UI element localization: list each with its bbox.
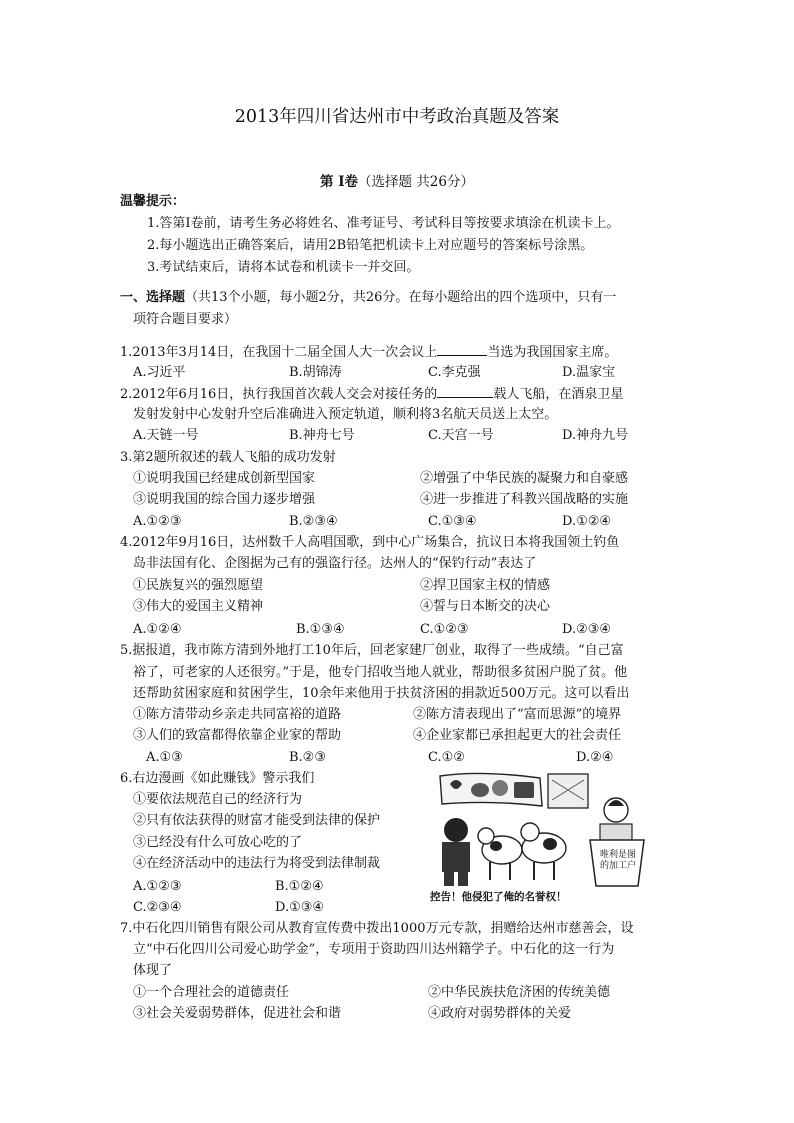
question-2-text-a: 2.2012年6月16日，执行我国首次载人交会对接任务的 bbox=[120, 387, 438, 402]
statement: ③说明我国的综合国力逐步增强 bbox=[133, 492, 316, 507]
section-label: 一、选择题 bbox=[120, 290, 186, 305]
option: B.①②④ bbox=[275, 879, 324, 894]
statement: ④企业家都已承担起更大的社会责任 bbox=[413, 728, 622, 743]
section-heading bbox=[120, 288, 616, 308]
statement: ②增强了中华民族的凝聚力和自豪感 bbox=[420, 471, 629, 486]
option: B.①③④ bbox=[296, 622, 345, 637]
document-title: 2013年四川省达州市中考政治真题及答案 bbox=[234, 107, 560, 127]
statement: ③社会关爱弱势群体，促进社会和谐 bbox=[133, 1006, 342, 1021]
option: C.①③④ bbox=[428, 514, 477, 529]
option: A.①②③ bbox=[133, 514, 182, 529]
option: A.①③ bbox=[146, 750, 183, 765]
statement: ②捍卫国家主权的情感 bbox=[420, 578, 551, 593]
statement: ②中华民族扶危济困的传统美德 bbox=[428, 985, 611, 1000]
part-heading-rest: （选择题 共26分） bbox=[358, 174, 474, 190]
question-2-text-b: 载人飞船，在酒泉卫星 bbox=[493, 387, 624, 402]
section-desc: （共13个小题，每小题2分，共26分。在每小题给出的四个选项中，只有一 bbox=[185, 290, 617, 305]
answer-blank bbox=[437, 342, 487, 356]
option: C.②③④ bbox=[133, 900, 182, 915]
option: D.神舟九号 bbox=[562, 428, 629, 443]
option: B.②③④ bbox=[289, 514, 338, 529]
statement: ①民族复兴的强烈愿望 bbox=[133, 578, 264, 593]
tip-item: 3.考试结束后，请将本试卷和机读卡一并交回。 bbox=[147, 260, 420, 275]
tips-heading: 温馨提示： bbox=[120, 194, 186, 209]
question-2-line2: 发射发射中心发射升空后准确进入预定轨道，顺利将3名航天员送上太空。 bbox=[133, 407, 558, 422]
statement: ②陈方清表现出了“富而思源”的境界 bbox=[413, 707, 622, 722]
question-5-line3: 还帮助贫困家庭和贫困学生，10余年来他用于扶贫济困的捐款近500万元。这可以看出 bbox=[133, 686, 630, 701]
option: D.②③④ bbox=[562, 622, 612, 637]
statement: ①说明我国已经建成创新型国家 bbox=[133, 471, 316, 486]
option: C.李克强 bbox=[428, 365, 481, 380]
statement: ②只有依法获得的财富才能受到法律的保护 bbox=[133, 813, 381, 828]
cartoon-illustration bbox=[420, 770, 652, 906]
cartoon-caption: 控告！他侵犯了俺的名誉权！ bbox=[430, 891, 567, 903]
option: C.①②③ bbox=[420, 622, 469, 637]
question-1-stem bbox=[120, 342, 617, 363]
statement: ④进一步推进了科教兴国战略的实施 bbox=[420, 492, 629, 507]
cartoon-sign: 唯利是图的加工户 bbox=[600, 850, 637, 871]
cartoon-drawing bbox=[420, 770, 652, 906]
question-7-line2: 立“中石化四川公司爱心助学金”，专项用于资助四川达州籍学子。中石化的这一行为 bbox=[133, 942, 615, 957]
answer-blank bbox=[437, 384, 493, 398]
question-2-stem bbox=[120, 384, 623, 405]
option: D.温家宝 bbox=[562, 365, 616, 380]
option: D.①②④ bbox=[562, 514, 612, 529]
question-7-line3: 体现了 bbox=[133, 963, 173, 978]
question-5-line1: 5.据报道，我市陈方清到外地打工10年后，回老家建厂创业，取得了一些成绩。“自己富 bbox=[120, 643, 624, 658]
question-3-stem: 3.第2题所叙述的载人飞船的成功发射 bbox=[120, 450, 336, 465]
option: B.神舟七号 bbox=[289, 428, 355, 443]
section-desc-line2: 项符合题目要求） bbox=[133, 312, 238, 327]
question-4-line1: 4.2012年9月16日，达州数千人高唱国歌，到中心广场集合，抗议日本将我国领土钓鱼 bbox=[120, 535, 620, 550]
statement: ④在经济活动中的违法行为将受到法律制裁 bbox=[133, 856, 381, 871]
part-heading-bold: 第 I卷 bbox=[320, 174, 359, 190]
option: B.②③ bbox=[289, 750, 326, 765]
option: A.①②③ bbox=[133, 879, 182, 894]
question-7-line1: 7.中石化四川销售有限公司从教育宣传费中拨出1000万元专款，捐赠给达州市慈善会，设 bbox=[120, 921, 634, 936]
statement: ①一个合理社会的道德责任 bbox=[133, 985, 290, 1000]
question-1-text-a: 1.2013年3月14日，在我国十二届全国人大一次会议上 bbox=[120, 345, 438, 360]
statement: ③伟大的爱国主义精神 bbox=[133, 599, 264, 614]
question-5-line2: 裕了，可老家的人还很穷。”于是，他专门招收当地人就业，帮助很多贫困户脱了贫。他 bbox=[133, 665, 628, 680]
option: D.①③④ bbox=[275, 900, 325, 915]
statement: ③人们的致富都得依靠企业家的帮助 bbox=[133, 728, 342, 743]
statement: ④政府对弱势群体的关爱 bbox=[428, 1006, 572, 1021]
question-6-stem: 6.右边漫画《如此赚钱》警示我们 bbox=[120, 771, 315, 786]
option: B.胡锦涛 bbox=[289, 365, 342, 380]
tip-item: 1.答第Ⅰ卷前，请考生务必将姓名、准考证号、考试科目等按要求填涂在机读卡上。 bbox=[147, 216, 620, 231]
option: C.天宫一号 bbox=[428, 428, 494, 443]
option: A.①②④ bbox=[133, 622, 182, 637]
statement: ①要依法规范自己的经济行为 bbox=[133, 792, 303, 807]
option: A.天链一号 bbox=[133, 428, 199, 443]
statement: ③已经没有什么可放心吃的了 bbox=[133, 835, 303, 850]
statement: ④誓与日本断交的决心 bbox=[420, 599, 551, 614]
question-4-line2: 岛非法国有化、企图据为己有的强盗行径。达州人的“保钓行动”表达了 bbox=[133, 556, 537, 571]
option: A.习近平 bbox=[133, 365, 186, 380]
part-heading bbox=[0, 172, 794, 192]
statement: ①陈方清带动乡亲走共同富裕的道路 bbox=[133, 707, 342, 722]
tip-item: 2.每小题选出正确答案后，请用2B铅笔把机读卡上对应题号的答案标号涂黑。 bbox=[147, 238, 594, 253]
option: C.①② bbox=[428, 750, 465, 765]
question-1-text-b: 当选为我国国家主席。 bbox=[487, 345, 618, 360]
option: D.②④ bbox=[576, 750, 614, 765]
